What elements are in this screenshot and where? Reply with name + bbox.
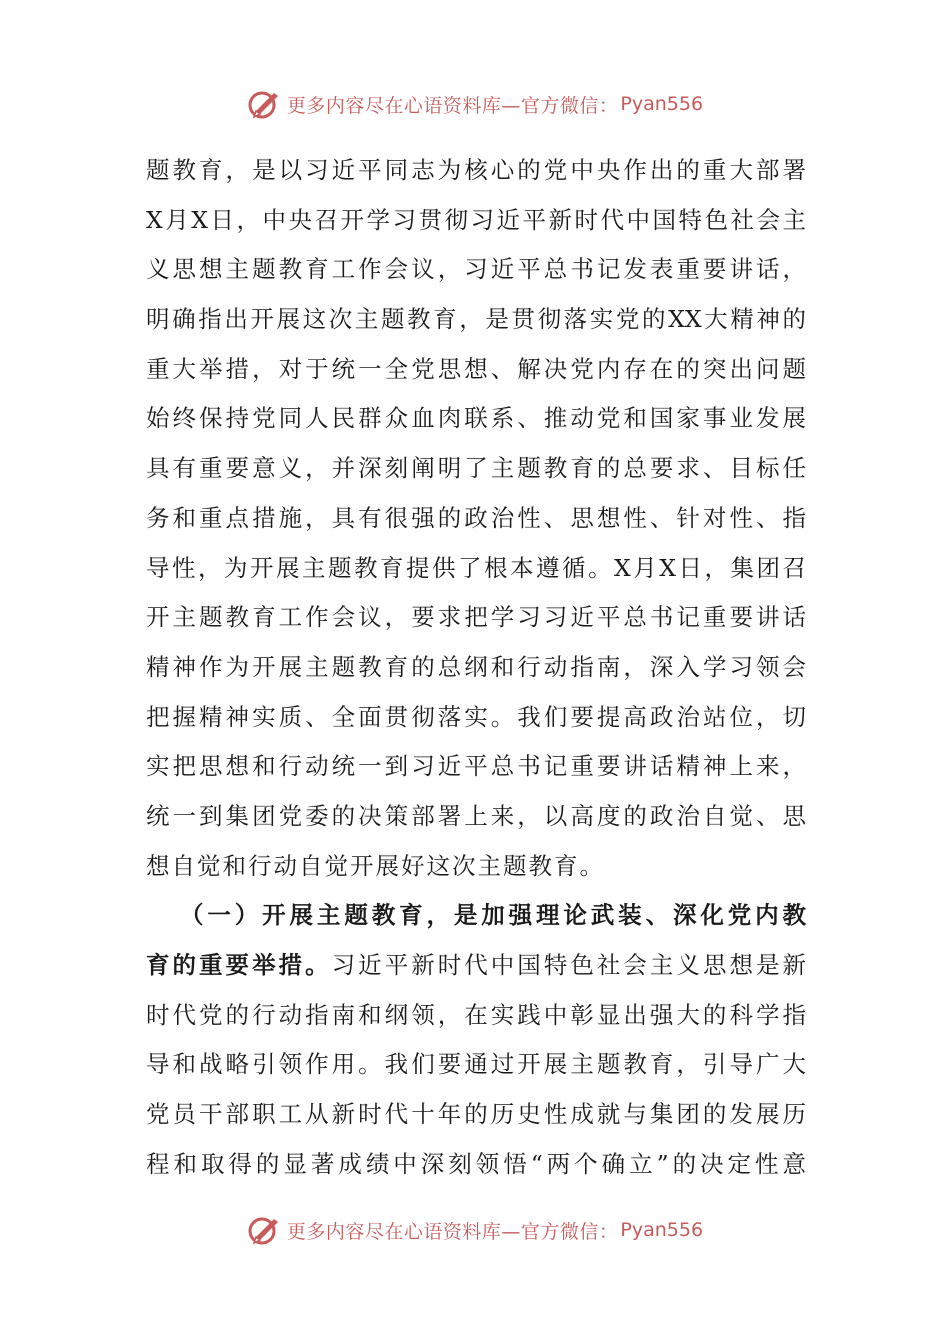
text-line: X月X日，中央召开学习贯彻习近平新时代中国特色社会主 <box>146 205 806 234</box>
text-line: 义思想主题教育工作会议，习近平总书记发表重要讲话， <box>146 255 806 284</box>
text-line: 程和取得的显著成绩中深刻领悟“两个确立”的决定性意 <box>146 1149 806 1178</box>
watermark-header <box>0 84 950 124</box>
text-line: 实把思想和行动统一到习近平总书记重要讲话精神上来， <box>146 752 806 781</box>
section-heading-end: 育的重要举措。 <box>146 951 332 979</box>
text-line: 明确指出开展这次主题教育，是贯彻落实党的XX大精神的 <box>146 305 806 334</box>
text-line: 时代党的行动指南和纲领，在实践中彰显出强大的科学指 <box>146 1000 806 1029</box>
text-line: 统一到集团党委的决策部署上来，以高度的政治自觉、思 <box>146 801 806 830</box>
watermark-text: 更多内容尽在心语资料库—官方微信： <box>286 1220 619 1243</box>
text-line: 具有重要意义，并深刻阐明了主题教育的总要求、目标任 <box>146 454 806 483</box>
text-line: 务和重点措施，具有很强的政治性、思想性、针对性、指 <box>146 503 806 532</box>
watermark-handle: Pyan556 <box>620 93 704 115</box>
text-line: 开主题教育工作会议，要求把学习习近平总书记重要讲话 <box>146 603 806 632</box>
text-line: 重大举措，对于统一全党思想、解决党内存在的突出问题 <box>146 354 806 383</box>
document-body <box>146 146 806 1189</box>
section-heading-continued <box>146 941 806 991</box>
text-line: 始终保持党同人民群众血肉联系、推动党和国家事业发展 <box>146 404 806 433</box>
text-line: 党员干部职工从新时代十年的历史性成就与集团的发展历 <box>146 1100 806 1129</box>
watermark-text: 更多内容尽在心语资料库—官方微信： <box>286 94 619 117</box>
watermark-handle: Pyan556 <box>620 1219 704 1241</box>
section-text-start: 习近平新时代中国特色社会主义思想是新 <box>331 951 806 979</box>
text-line-paragraph-end: 想自觉和行动自觉开展好这次主题教育。 <box>146 851 605 880</box>
text-line: 把握精神实质、全面贯彻落实。我们要提高政治站位，切 <box>146 702 806 731</box>
text-line: 导和战略引领作用。我们要通过开展主题教育，引导广大 <box>146 1050 806 1079</box>
text-line: 题教育，是以习近平同志为核心的党中央作出的重大部署 <box>146 156 806 184</box>
pen-circle-icon <box>247 87 281 121</box>
watermark-footer <box>0 1210 950 1250</box>
text-line: 导性，为开展主题教育提供了根本遵循。X月X日，集团召 <box>146 553 806 582</box>
pen-circle-icon <box>247 1213 281 1247</box>
text-line: 精神作为开展主题教育的总纲和行动指南，深入学习领会 <box>146 652 806 681</box>
section-heading: （一）开展主题教育，是加强理论武装、深化党内教 <box>180 901 806 930</box>
